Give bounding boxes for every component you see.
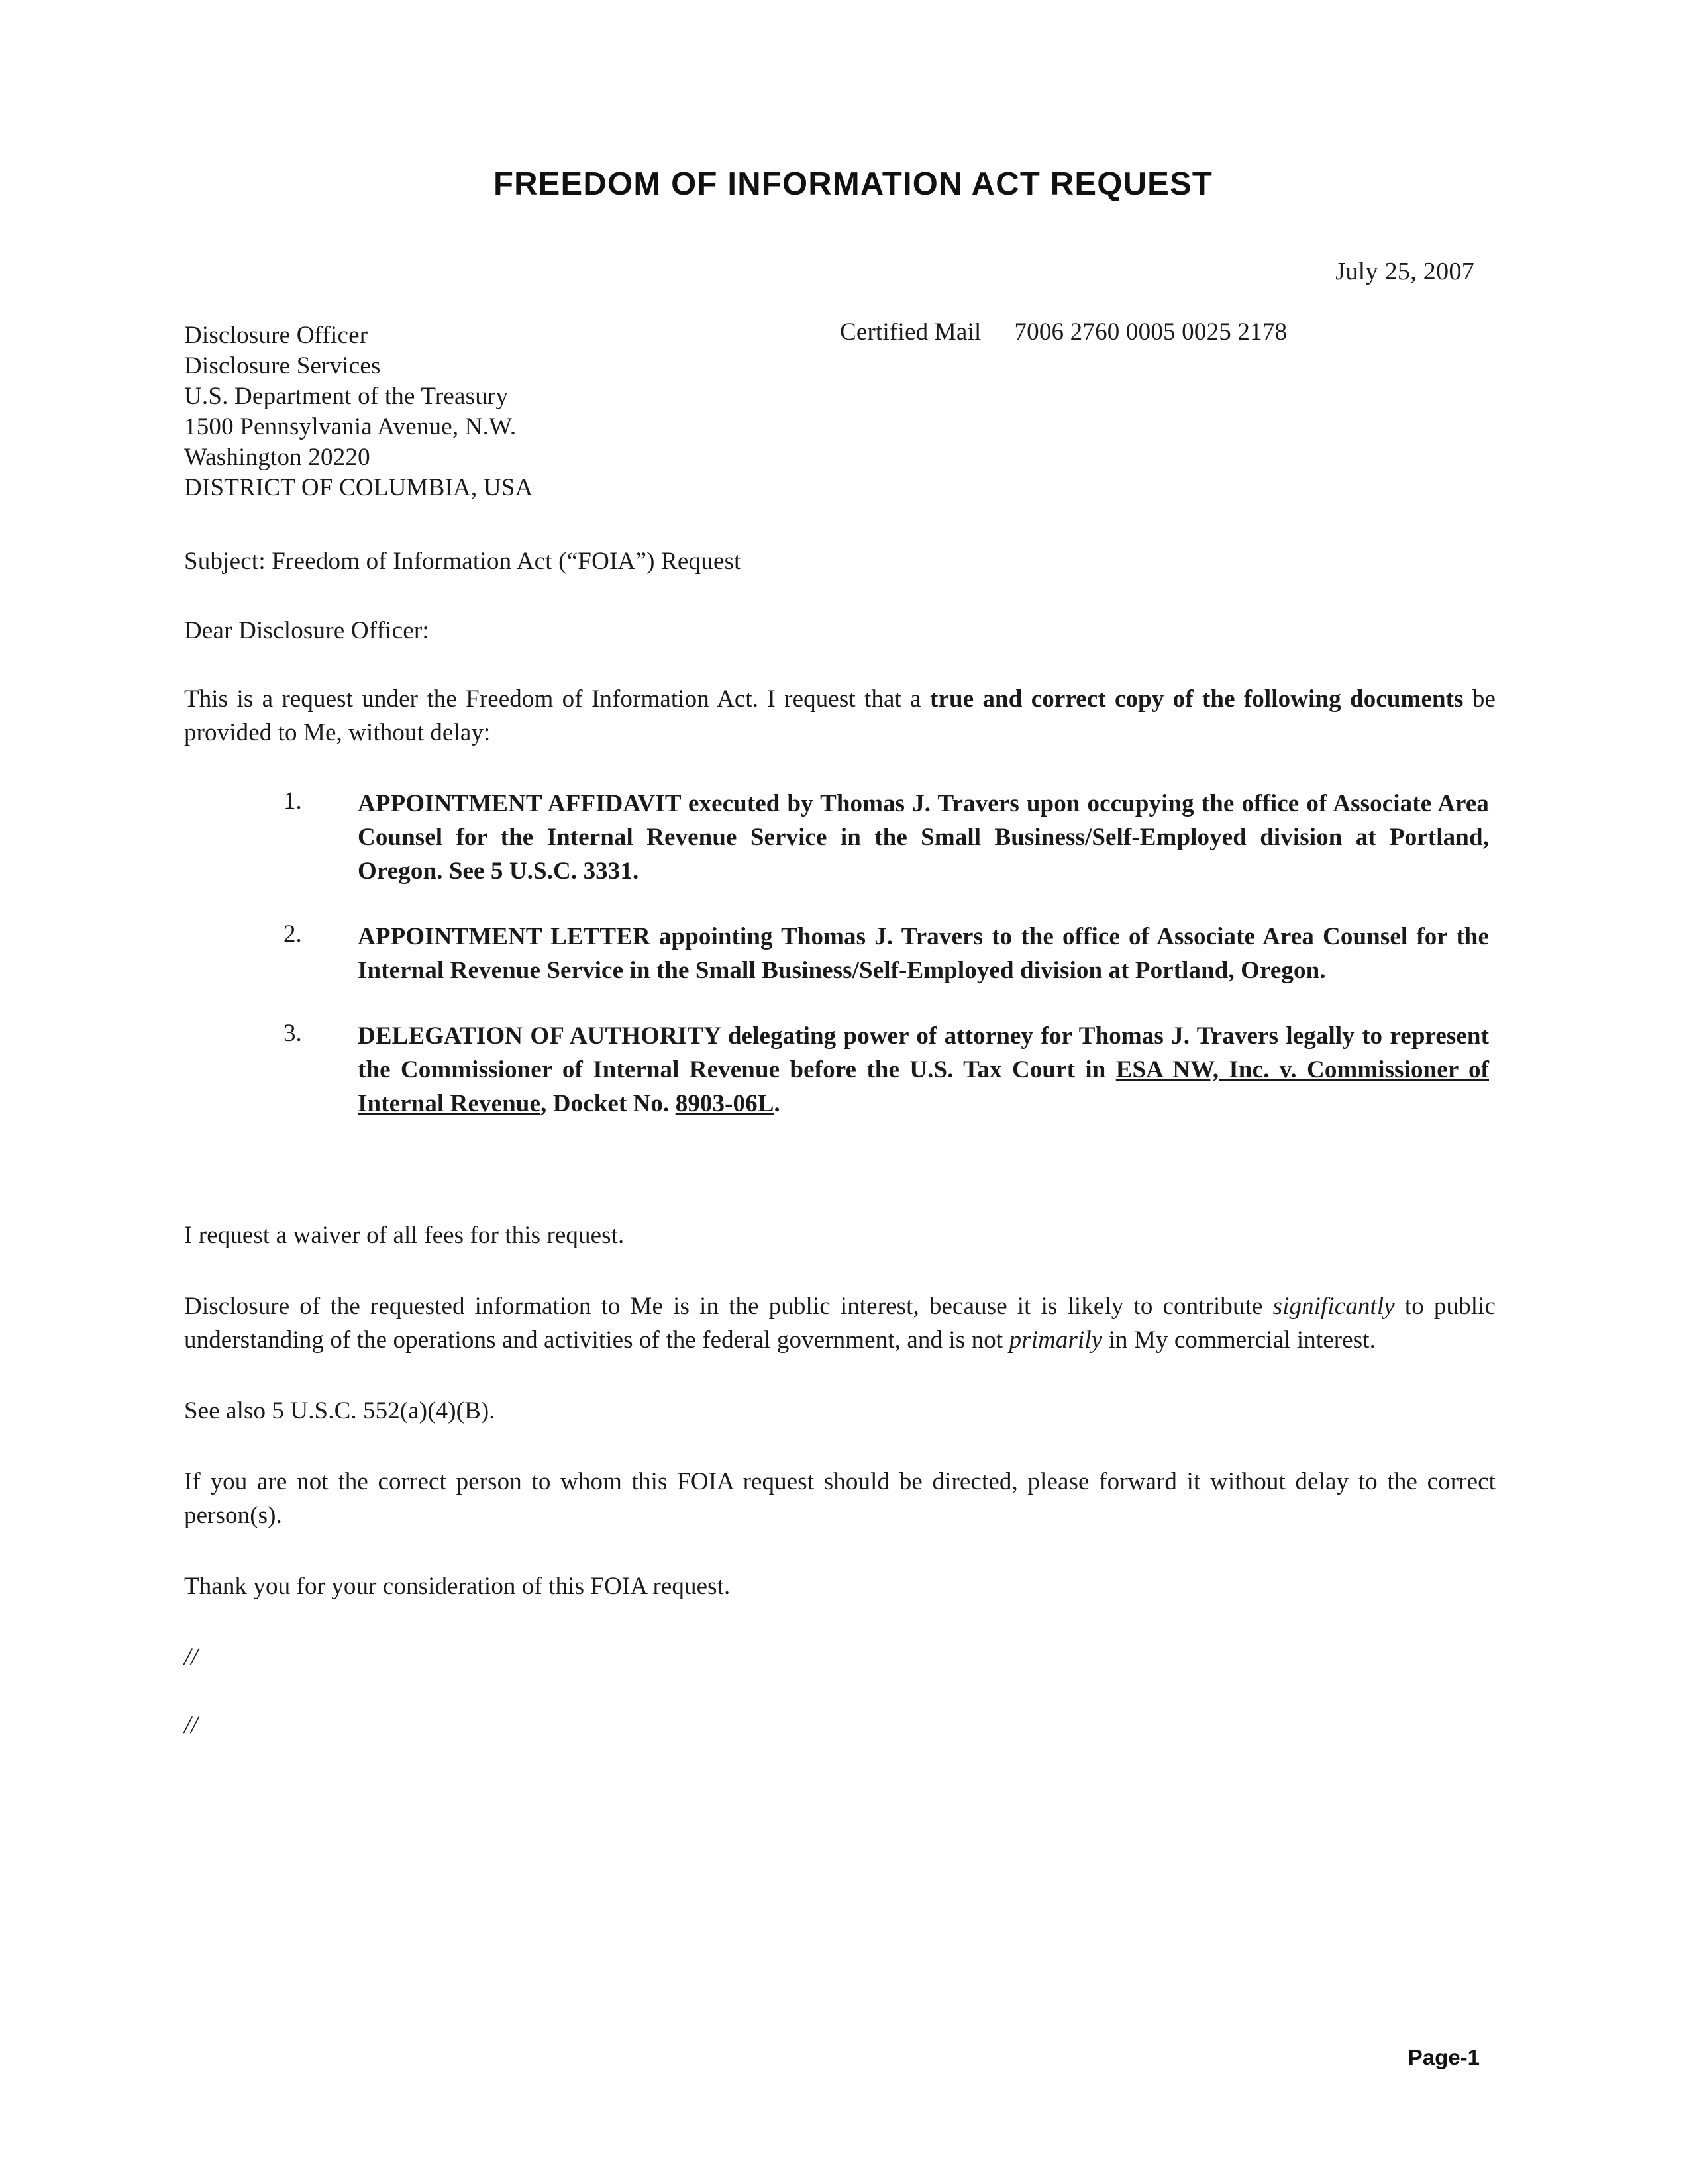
list-item-text: APPOINTMENT LETTER appointing Thomas J. Travers to the office of Associate Area Counsel for the Internal Revenue Service in the Small Business/Self-Employed division at Portland, Oregon. [358, 923, 1489, 984]
intro-text-part2: be provided to Me, without delay: [184, 685, 1496, 746]
list-item-number: 1. [283, 787, 302, 815]
document-body [184, 166, 1496, 1740]
list-item-text-middle: , Docket No. [540, 1090, 676, 1117]
intro-bold-phrase: true and correct copy of the following documents [930, 685, 1464, 713]
page-number: Page-1 [1408, 2045, 1480, 2069]
list-item-text [358, 1019, 1496, 1120]
list-item [184, 920, 1496, 987]
address-line: Washington 20220 [184, 444, 370, 471]
list-item-number: 3. [283, 1020, 302, 1047]
disclosure-text-part1: Disclosure of the requested information to Me is in the public interest, because it is likely to contribute [184, 1293, 1273, 1320]
intro-text-part1: This is a request under the Freedom of Information Act. I request that a [184, 685, 930, 713]
address-line: DISTRICT OF COLUMBIA, USA [184, 474, 533, 501]
list-item-number: 2. [283, 920, 302, 948]
requested-documents-list [184, 787, 1496, 1120]
list-item-text-after: . [774, 1090, 780, 1117]
list-item-text: APPOINTMENT AFFIDAVIT executed by Thomas J. Travers upon occupying the office of Associate Area Counsel for the Internal Revenue Service in the Small Business/Self-Employed division at Portland, Oregon. See 5 U.S.C. 3331. [358, 790, 1489, 885]
fee-waiver-paragraph: I request a waiver of all fees for this request. [184, 1222, 625, 1249]
subject-line: Subject: Freedom of Information Act (“FOIA”) Request [184, 548, 741, 575]
address-line: Disclosure Services [184, 352, 381, 379]
thank-you-paragraph: Thank you for your consideration of this FOIA request. [184, 1573, 731, 1600]
slash-mark-two: // [184, 1712, 198, 1739]
address-block-row [184, 321, 1496, 503]
address-line: Disclosure Officer [184, 322, 368, 349]
disclosure-text-part2: to public understanding of the operations and activities of the federal government, and is not [184, 1293, 1496, 1354]
public-interest-paragraph [184, 1289, 1496, 1357]
date-line: July 25, 2007 [1335, 258, 1474, 285]
recipient-address [184, 321, 1496, 503]
list-item [184, 787, 1496, 888]
forward-request-paragraph: If you are not the correct person to whom this FOIA request should be directed, please forward it without delay to the correct person(s). [184, 1468, 1496, 1529]
disclosure-italic-significantly: significantly [1272, 1293, 1395, 1320]
see-also-paragraph: See also 5 U.S.C. 552(a)(4)(B). [184, 1397, 495, 1424]
certified-mail-line [840, 318, 1287, 346]
page-title: FREEDOM OF INFORMATION ACT REQUEST [493, 166, 1213, 202]
certified-mail-label: Certified Mail [840, 319, 982, 346]
address-line: U.S. Department of the Treasury [184, 383, 509, 410]
list-item [184, 1019, 1496, 1120]
docket-number: 8903-06L [675, 1090, 774, 1117]
intro-paragraph [184, 682, 1496, 750]
salutation: Dear Disclosure Officer: [184, 617, 429, 644]
certified-mail-number: 7006 2760 0005 0025 2178 [1014, 319, 1288, 346]
list-spacer [184, 1152, 1496, 1181]
disclosure-italic-primarily: primarily [1009, 1326, 1103, 1354]
slash-mark-one: // [184, 1644, 198, 1671]
case-citation: ESA NW, Inc. v. Commissioner of Internal Revenue [358, 1056, 1489, 1117]
address-line: 1500 Pennsylvania Avenue, N.W. [184, 413, 517, 440]
list-item-text-before: DELEGATION OF AUTHORITY delegating power of attorney for Thomas J. Travers legally to represent the Commissioner of Internal Revenue before the U.S. Tax Court in [358, 1022, 1489, 1083]
disclosure-text-part3: in My commercial interest. [1102, 1326, 1376, 1354]
